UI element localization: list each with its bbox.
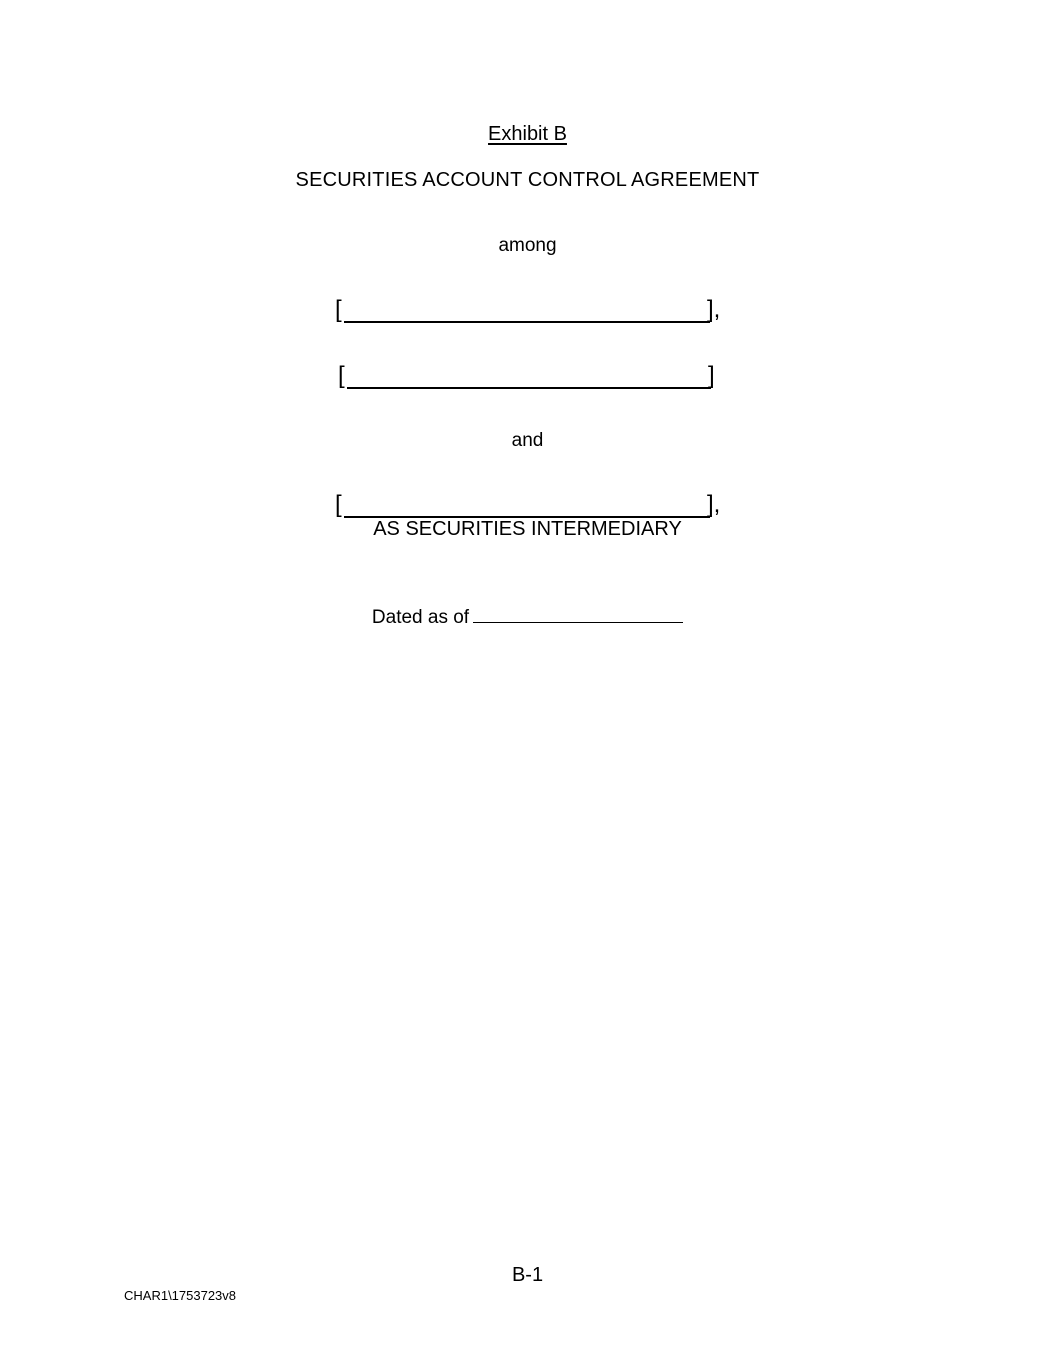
date-blank bbox=[473, 604, 683, 623]
party-1-rule bbox=[344, 321, 710, 323]
party-3-close-bracket: ], bbox=[707, 491, 721, 518]
exhibit-label: Exhibit B bbox=[488, 123, 567, 145]
intermediary-role: AS SECURITIES INTERMEDIARY bbox=[373, 518, 682, 540]
and-text: and bbox=[511, 430, 544, 451]
party-3-blank bbox=[335, 491, 725, 521]
page-number: B-1 bbox=[511, 1264, 544, 1286]
party-2-close-bracket: ] bbox=[708, 362, 715, 389]
among-text: among bbox=[498, 235, 557, 256]
document-id: CHAR1\1753723v8 bbox=[124, 1288, 237, 1303]
party-1-open-bracket: [ bbox=[335, 296, 342, 323]
party-2-blank bbox=[338, 362, 728, 392]
party-1-close-bracket: ], bbox=[707, 296, 721, 323]
document-title: SECURITIES ACCOUNT CONTROL AGREEMENT bbox=[295, 169, 760, 191]
party-3-open-bracket: [ bbox=[335, 491, 342, 518]
dated-label: Dated as of bbox=[371, 607, 470, 628]
party-2-open-bracket: [ bbox=[338, 362, 345, 389]
dated-line bbox=[0, 604, 1055, 629]
party-1-blank bbox=[335, 296, 725, 326]
party-2-rule bbox=[347, 387, 711, 389]
